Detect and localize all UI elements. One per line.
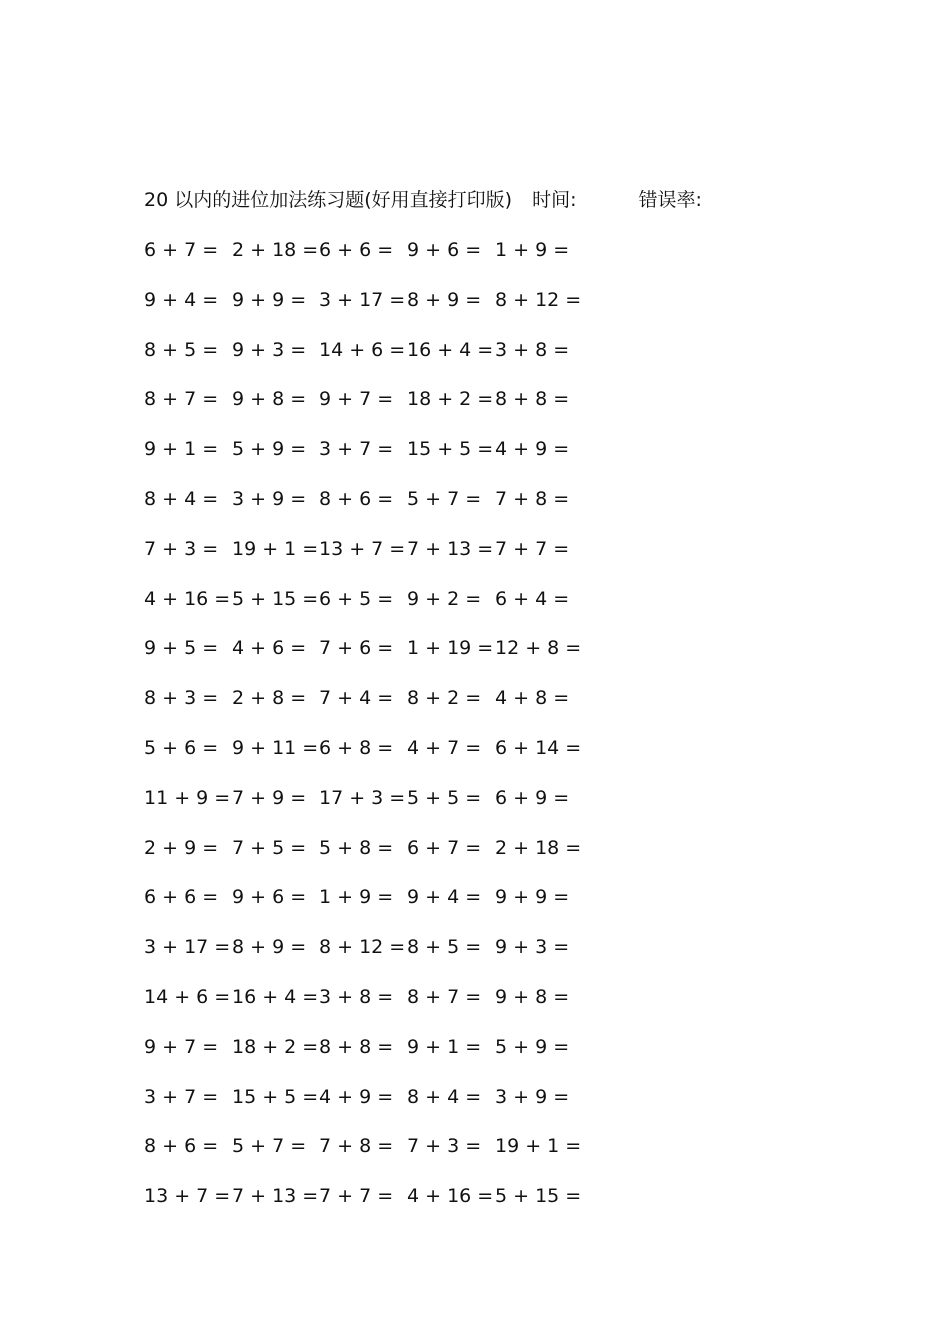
problem-row <box>144 336 604 386</box>
problem-row <box>144 784 604 834</box>
problem-item: 15 + 5 = <box>232 1085 319 1108</box>
problem-item: 3 + 17 = <box>319 288 406 311</box>
problem-item: 8 + 4 = <box>407 1085 482 1108</box>
problem-item: 6 + 4 = <box>495 587 570 610</box>
problem-item: 5 + 5 = <box>407 786 482 809</box>
problem-item: 3 + 9 = <box>495 1085 570 1108</box>
problem-row <box>144 684 604 734</box>
problem-item: 15 + 5 = <box>407 438 494 461</box>
problem-item: 5 + 8 = <box>319 836 394 859</box>
problem-item: 1 + 9 = <box>495 239 570 261</box>
problem-item: 8 + 8 = <box>495 388 570 411</box>
problem-item: 7 + 8 = <box>495 487 570 510</box>
problem-row <box>144 1182 604 1232</box>
problem-item: 4 + 9 = <box>319 1085 394 1108</box>
problem-row <box>144 435 604 485</box>
problem-item: 17 + 3 = <box>319 786 406 809</box>
problem-item: 7 + 13 = <box>407 537 494 560</box>
problem-item: 9 + 8 = <box>495 985 570 1008</box>
problem-item: 18 + 2 = <box>232 1035 319 1058</box>
problem-row <box>144 1132 604 1182</box>
problem-item: 8 + 3 = <box>144 687 219 710</box>
problem-item: 8 + 5 = <box>407 936 482 959</box>
problem-item: 8 + 2 = <box>407 687 482 710</box>
problem-item: 7 + 3 = <box>144 537 219 560</box>
problem-item: 7 + 6 = <box>319 637 394 660</box>
problem-item: 3 + 8 = <box>495 338 570 361</box>
problem-row <box>144 734 604 784</box>
problem-item: 6 + 14 = <box>495 736 582 759</box>
worksheet-title: 20 以内的进位加法练习题(好用直接打印版) <box>144 189 513 211</box>
problem-item: 4 + 16 = <box>407 1185 494 1208</box>
problem-item: 7 + 7 = <box>319 1185 394 1208</box>
problem-item: 9 + 9 = <box>232 288 307 311</box>
problem-item: 4 + 6 = <box>232 637 307 660</box>
problem-item: 9 + 7 = <box>144 1035 219 1058</box>
problem-item: 9 + 4 = <box>407 886 482 909</box>
problem-item: 9 + 3 = <box>232 338 307 361</box>
problem-item: 4 + 8 = <box>495 687 570 710</box>
problem-row <box>144 933 604 983</box>
problem-item: 7 + 3 = <box>407 1135 482 1158</box>
problem-row <box>144 286 604 336</box>
problem-row <box>144 585 604 635</box>
problem-item: 13 + 7 = <box>144 1185 231 1208</box>
problem-item: 13 + 7 = <box>319 537 406 560</box>
problem-item: 7 + 13 = <box>232 1185 319 1208</box>
problem-item: 1 + 19 = <box>407 637 494 660</box>
problem-item: 6 + 6 = <box>144 886 219 909</box>
problem-row <box>144 634 604 684</box>
problem-grid <box>144 236 604 1232</box>
problem-item: 4 + 7 = <box>407 736 482 759</box>
problem-item: 7 + 4 = <box>319 687 394 710</box>
problem-item: 5 + 9 = <box>232 438 307 461</box>
problem-item: 3 + 9 = <box>232 487 307 510</box>
problem-item: 2 + 8 = <box>232 687 307 710</box>
problem-item: 6 + 7 = <box>407 836 482 859</box>
problem-item: 9 + 11 = <box>232 736 319 759</box>
problem-item: 9 + 2 = <box>407 587 482 610</box>
problem-item: 8 + 7 = <box>144 388 219 411</box>
problem-item: 5 + 7 = <box>232 1135 307 1158</box>
time-label: 时间: <box>532 189 577 211</box>
problem-item: 11 + 9 = <box>144 786 231 809</box>
problem-item: 9 + 7 = <box>319 388 394 411</box>
problem-item: 5 + 15 = <box>232 587 319 610</box>
problem-item: 14 + 6 = <box>319 338 406 361</box>
problem-item: 9 + 8 = <box>232 388 307 411</box>
problem-item: 5 + 15 = <box>495 1185 582 1208</box>
problem-item: 5 + 6 = <box>144 736 219 759</box>
problem-item: 3 + 17 = <box>144 936 231 959</box>
problem-item: 8 + 12 = <box>319 936 406 959</box>
problem-item: 3 + 7 = <box>319 438 394 461</box>
problem-item: 6 + 7 = <box>144 239 219 261</box>
problem-item: 7 + 8 = <box>319 1135 394 1158</box>
problem-item: 3 + 7 = <box>144 1085 219 1108</box>
problem-item: 7 + 5 = <box>232 836 307 859</box>
problem-item: 8 + 12 = <box>495 288 582 311</box>
problem-item: 19 + 1 = <box>495 1135 582 1158</box>
problem-item: 14 + 6 = <box>144 985 231 1008</box>
problem-row <box>144 1033 604 1083</box>
problem-row <box>144 236 604 286</box>
problem-item: 2 + 9 = <box>144 836 219 859</box>
problem-item: 8 + 6 = <box>319 487 394 510</box>
problem-item: 18 + 2 = <box>407 388 494 411</box>
problem-item: 8 + 8 = <box>319 1035 394 1058</box>
problem-item: 6 + 5 = <box>319 587 394 610</box>
problem-item: 6 + 6 = <box>319 239 394 261</box>
problem-item: 8 + 6 = <box>144 1135 219 1158</box>
problem-item: 3 + 8 = <box>319 985 394 1008</box>
problem-item: 5 + 9 = <box>495 1035 570 1058</box>
problem-row <box>144 485 604 535</box>
problem-item: 16 + 4 = <box>232 985 319 1008</box>
problem-item: 9 + 6 = <box>232 886 307 909</box>
problem-item: 6 + 9 = <box>495 786 570 809</box>
problem-item: 8 + 5 = <box>144 338 219 361</box>
problem-item: 12 + 8 = <box>495 637 582 660</box>
problem-item: 5 + 7 = <box>407 487 482 510</box>
problem-row <box>144 535 604 585</box>
problem-row <box>144 1083 604 1133</box>
error-rate-label: 错误率: <box>638 189 702 211</box>
problem-item: 9 + 5 = <box>144 637 219 660</box>
problem-item: 9 + 4 = <box>144 288 219 311</box>
problem-item: 16 + 4 = <box>407 338 494 361</box>
problem-item: 2 + 18 = <box>232 239 319 261</box>
problem-item: 2 + 18 = <box>495 836 582 859</box>
problem-row <box>144 834 604 884</box>
problem-item: 4 + 9 = <box>495 438 570 461</box>
problem-row <box>144 983 604 1033</box>
problem-item: 8 + 4 = <box>144 487 219 510</box>
worksheet-header <box>144 186 702 214</box>
problem-item: 9 + 9 = <box>495 886 570 909</box>
problem-item: 9 + 6 = <box>407 239 482 261</box>
problem-item: 1 + 9 = <box>319 886 394 909</box>
problem-row <box>144 385 604 435</box>
problem-item: 4 + 16 = <box>144 587 231 610</box>
problem-row <box>144 883 604 933</box>
problem-item: 9 + 1 = <box>407 1035 482 1058</box>
problem-item: 8 + 7 = <box>407 985 482 1008</box>
problem-item: 8 + 9 = <box>232 936 307 959</box>
problem-item: 6 + 8 = <box>319 736 394 759</box>
problem-item: 19 + 1 = <box>232 537 319 560</box>
problem-item: 7 + 7 = <box>495 537 570 560</box>
problem-item: 9 + 3 = <box>495 936 570 959</box>
problem-item: 8 + 9 = <box>407 288 482 311</box>
problem-item: 9 + 1 = <box>144 438 219 461</box>
problem-item: 7 + 9 = <box>232 786 307 809</box>
